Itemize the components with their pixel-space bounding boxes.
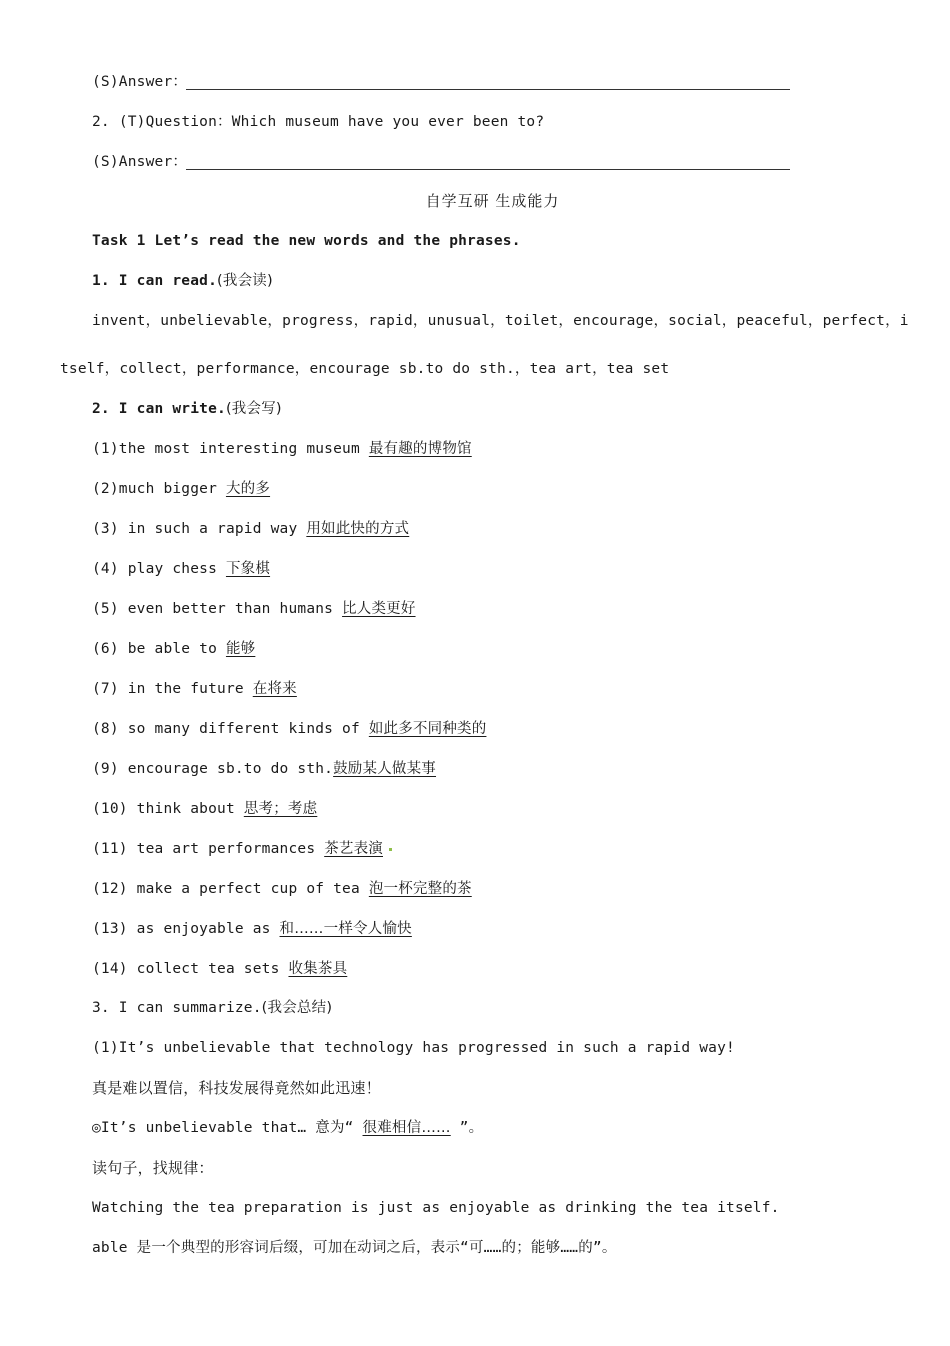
phrase-item: [92, 559, 270, 579]
phrase-cn-answer: 茶艺表演: [324, 841, 383, 857]
read-heading-cn: (我会读): [217, 273, 273, 289]
translation-1: 真是难以置信，科技发展得竟然如此迅速！: [92, 1079, 381, 1097]
phrase-cn-answer: 收集茶具: [288, 961, 348, 977]
phrase-item: [92, 639, 255, 659]
phrase-item: [92, 759, 436, 779]
write-heading-en: 2. I can write.: [92, 401, 226, 417]
question-2: [92, 112, 544, 132]
read-words-line-1: invent，unbelievable，progress，rapid，unusual，toilet，encourage，social，peaceful，perfect，i: [92, 313, 909, 329]
suffix-rule: able 是一个典型的形容词后缀，可加在动词之后，表示“可……的；能够……的”。: [92, 1240, 617, 1256]
phrase-en: (2)much bigger: [92, 481, 226, 497]
summarize-heading: [92, 998, 332, 1018]
phrase-cn-answer: 最有趣的博物馆: [368, 441, 472, 457]
phrase-en: (10) think about: [92, 801, 244, 817]
speck-mark: [389, 848, 392, 851]
usage-note-suffix: ”。: [450, 1120, 484, 1136]
usage-note-prefix: ◎It’s unbelievable that… 意为“: [92, 1120, 363, 1136]
phrase-item: [92, 679, 297, 699]
task1-heading: Task 1 Let’s read the new words and the phrases.: [92, 233, 521, 249]
phrase-en: (6) be able to: [92, 641, 226, 657]
read-words-line-2: tself，collect，performance，encourage sb.to do sth.，tea art，tea set: [60, 361, 670, 377]
section-title: 自学互研 生成能力: [425, 192, 560, 210]
usage-note: [92, 1118, 483, 1138]
read-heading-en: 1. I can read.: [92, 273, 218, 289]
phrase-cn-answer: 用如此快的方式: [306, 521, 410, 537]
answer-2-label: (S)Answer：: [92, 154, 188, 170]
write-heading-cn: (我会写): [225, 401, 282, 417]
instruction: 读句子，找规律：: [92, 1159, 214, 1177]
phrase-cn-answer: 能够: [225, 641, 256, 657]
phrase-en: (8) so many different kinds of: [92, 721, 369, 737]
phrase-cn-answer: 比人类更好: [342, 601, 416, 617]
phrase-cn-answer: 和……一样令人愉快: [279, 921, 412, 937]
example-sentence-2: Watching the tea preparation is just as enjoyable as drinking the tea itself.: [92, 1200, 780, 1216]
phrase-en: (7) in the future: [92, 681, 253, 697]
phrase-en: (4) play chess: [92, 561, 226, 577]
answer-1-blank[interactable]: [186, 89, 790, 90]
phrase-item: [92, 959, 347, 979]
phrase-cn-answer: 在将来: [252, 681, 297, 697]
phrase-en: (5) even better than humans: [92, 601, 343, 617]
phrase-item: [92, 919, 412, 939]
usage-note-answer: 很难相信……: [362, 1120, 451, 1136]
phrase-cn-answer: 如此多不同种类的: [368, 721, 487, 737]
summarize-heading-en: 3. I can summarize.: [92, 1000, 262, 1016]
phrase-en: (1)the most interesting museum: [92, 441, 369, 457]
phrase-cn-answer: 下象棋: [225, 561, 271, 577]
phrase-item: [92, 479, 270, 499]
phrase-en: (13) as enjoyable as: [92, 921, 280, 937]
read-heading: [92, 271, 273, 291]
phrase-en: (14) collect tea sets: [92, 961, 289, 977]
phrase-item: [92, 599, 416, 619]
phrase-cn-answer: 泡一杯完整的茶: [368, 881, 472, 897]
answer-2-blank[interactable]: [186, 169, 790, 170]
write-heading: [92, 399, 282, 419]
example-sentence-1: (1)It’s unbelievable that technology has progressed in such a rapid way!: [92, 1040, 735, 1056]
phrase-cn-answer: 思考；考虑: [243, 801, 318, 817]
phrase-item: [92, 439, 472, 459]
question-2-text: (T)Question：Which museum have you ever been to?: [118, 114, 545, 130]
question-2-number: 2.: [92, 114, 110, 130]
phrase-item: [92, 879, 472, 899]
phrase-item: [92, 839, 392, 859]
phrase-item: [92, 799, 317, 819]
answer-1-label: (S)Answer：: [92, 74, 188, 90]
phrase-en: (11) tea art performances: [92, 841, 325, 857]
phrase-en: (12) make a perfect cup of tea: [92, 881, 369, 897]
phrase-item: [92, 519, 409, 539]
phrase-en: (3) in such a rapid way: [92, 521, 307, 537]
phrase-en: (9) encourage sb.to do sth.: [92, 761, 334, 777]
phrase-item: [92, 719, 486, 739]
phrase-cn-answer: 大的多: [225, 481, 271, 497]
summarize-heading-cn: (我会总结): [261, 1000, 333, 1016]
phrase-cn-answer: 鼓励某人做某事: [333, 761, 437, 777]
